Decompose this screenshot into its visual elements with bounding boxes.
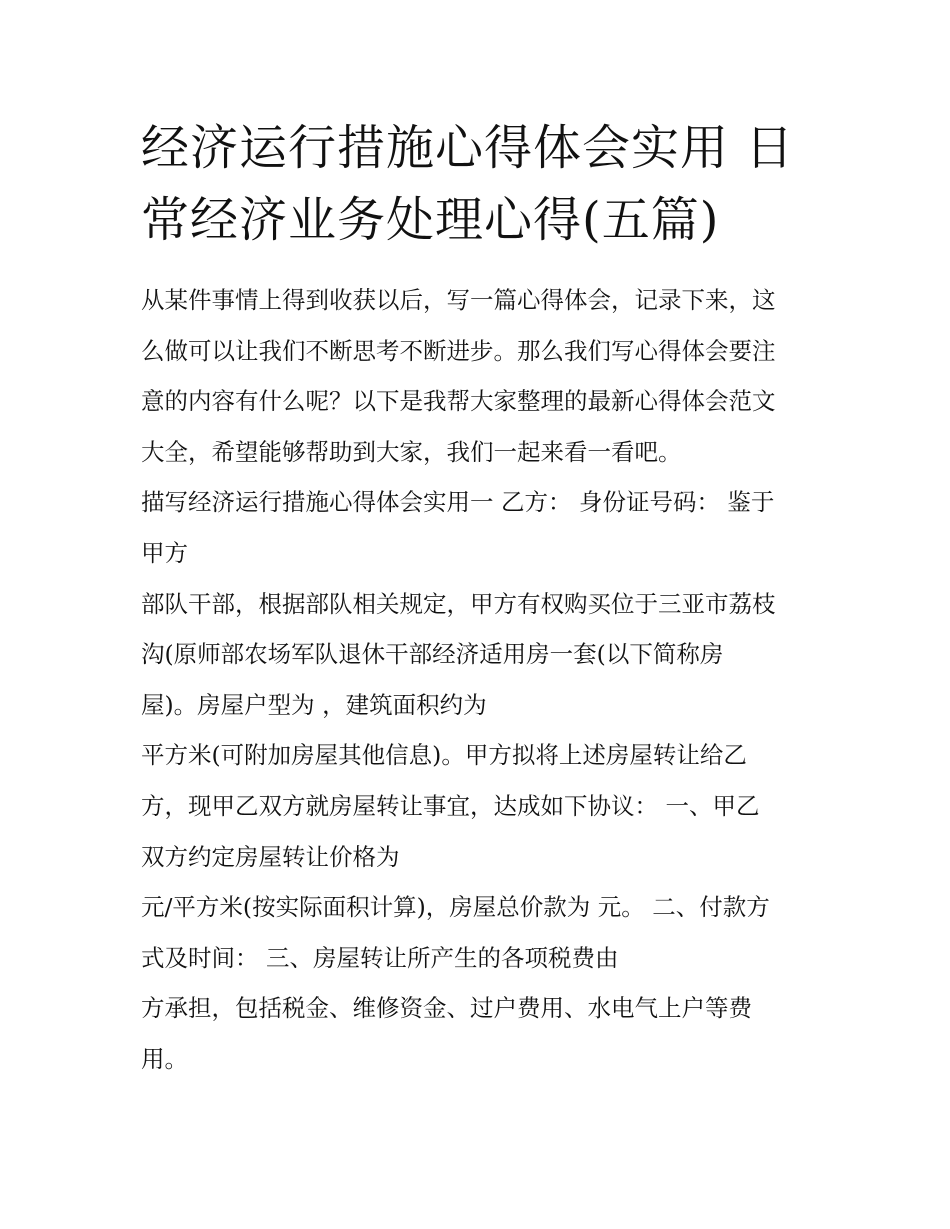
title-line: 常经济业务处理心得(五篇) — [141, 192, 720, 248]
document-title — [141, 112, 821, 256]
body-line: 屋)。房屋户型为 ，建筑面积约为 — [141, 690, 487, 719]
title-line: 经济运行措施心得体会实用 日 — [141, 120, 795, 176]
body-line: 描写经济运行措施心得体会实用一 乙方： 身份证号码： 鉴于 — [141, 488, 775, 517]
body-line: 从某件事情上得到收获以后，写一篇心得体会，记录下来，这 — [141, 286, 776, 314]
body-line: 元/平方米(按实际面积计算)，房屋总价款为 元。 二、付款方 — [141, 893, 770, 922]
body-line: 平方米(可附加房屋其他信息)。甲方拟将上述房屋转让给乙 — [141, 741, 747, 770]
body-line: 用。 — [141, 1044, 188, 1073]
body-line: 方承担，包括税金、维修资金、过户费用、水电气上户等费 — [141, 994, 752, 1023]
body-line: 方，现甲乙双方就房屋转让事宜，达成如下协议： 一、甲乙 — [141, 791, 760, 820]
body-line: 么做可以让我们不断思考不断进步。那么我们写心得体会要注 — [141, 336, 776, 365]
body-line: 沟(原师部农场军队退休干部经济适用房一套(以下简称房 — [141, 640, 724, 669]
body-line: 甲方 — [141, 538, 188, 567]
body-line: 双方约定房屋转让价格为 — [141, 842, 400, 871]
body-line: 式及时间： 三、房屋转让所产生的各项税费由 — [141, 943, 619, 972]
body-line: 意的内容有什么呢？以下是我帮大家整理的最新心得体会范文 — [141, 387, 776, 416]
body-line: 部队干部，根据部队相关规定，甲方有权购买位于三亚市荔枝 — [141, 589, 776, 618]
body-line: 大全，希望能够帮助到大家，我们一起来看一看吧。 — [141, 437, 682, 466]
document-page — [141, 112, 821, 1085]
document-body — [141, 275, 821, 1085]
